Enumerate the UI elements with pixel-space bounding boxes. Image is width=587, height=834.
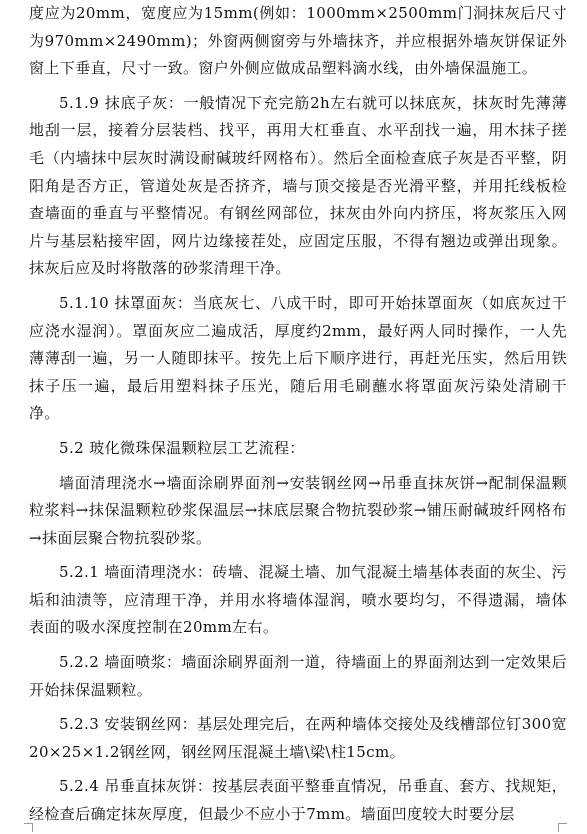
- page-corner-mark-right: [558, 823, 567, 832]
- section-heading-5-2: 5.2 玻化微珠保温颗粒层工艺流程：: [59, 438, 305, 457]
- paragraph-5-2-1: 5.2.1 墙面清理浇水：砖墙、混凝土墙、加气混凝土墙基体表面的灰尘、污垢和油渍等，应清理干净，并用水将墙体湿润，喷水要均匀，不得遗漏，墙体表面的吸水深度控制在20mm左右。: [29, 563, 567, 637]
- paragraph-5-1-9: 5.1.9 抹底子灰：一般情况下充完筋2h左右就可以抹底灰，抹灰时先薄薄地刮一层，接着分层装档、找平，再用大杠垂直、水平刮找一遍，用木抹子搓毛（内墙抹中层灰时满设耐碱玻纤网格布）。然后全面检查底子灰是否平整，阴阳角是否方正，管道处灰是否挤齐，墙与顶交接是否光滑平整，并用托线板检查墙面的垂直与平整情况。有钢丝网部位，抹灰由外向内挤压，将灰浆压入网片与基层粘接牢固，网片边缘接茬处，应固定压服，不得有翘边或弹出现象。抹灰后应及时将散落的砂浆清理干净。: [29, 93, 567, 278]
- process-flow-paragraph: 墙面清理浇水→墙面涂刷界面剂→安装钢丝网→吊垂直抹灰饼→配制保温颗粒浆料→抹保温颗粒砂浆保温层→抹底层聚合物抗裂砂浆→铺压耐碱玻纤网格布→抹面层聚合物抗裂砂浆。: [29, 473, 567, 547]
- page-corner-mark-left: [24, 823, 33, 832]
- paragraph-5-2-4: 5.2.4 吊垂直抹灰饼：按基层表面平整垂直情况，吊垂直、套方、找规矩，经检查后确定抹灰厚度，但最少不应小于7mm。墙面凹度较大时要分层: [29, 777, 567, 824]
- paragraph-5-2-2: 5.2.2 墙面喷浆：墙面涂刷界面剂一道，待墙面上的界面剂达到一定效果后开始抹保温颗粒。: [29, 653, 567, 699]
- paragraph-5-1-10: 5.1.10 抹罩面灰：当底灰七、八成干时，即可开始抹罩面灰（如底灰过干应浇水湿润）。罩面灰应二遍成活，厚度约2mm，最好两人同时操作，一人先薄薄刮一遍，另一人随即抹平。按先上后下顺序进行，再赶光压实，然后用铁抹子压一遍，最后用塑料抹子压光，随后用毛刷蘸水将罩面灰污染处清刷干净。: [29, 293, 567, 423]
- paragraph-5-2-3: 5.2.3 安装钢丝网：基层处理完后，在两种墙体交接处及线槽部位钉300宽20×25×1.2钢丝网，钢丝网压混凝土墙\梁\柱15cm。: [29, 715, 567, 761]
- paragraph-window-opening: 度应为20mm，宽度应为15mm(例如：1000mm×2500mm门洞抹灰后尺寸为970mm×2490mm)；外窗两侧窗旁与外墙抹齐，并应根据外墙灰饼保证外窗上下垂直，尺寸一致。窗户外侧应做成品塑料滴水线，由外墙保温施工。: [29, 4, 567, 78]
